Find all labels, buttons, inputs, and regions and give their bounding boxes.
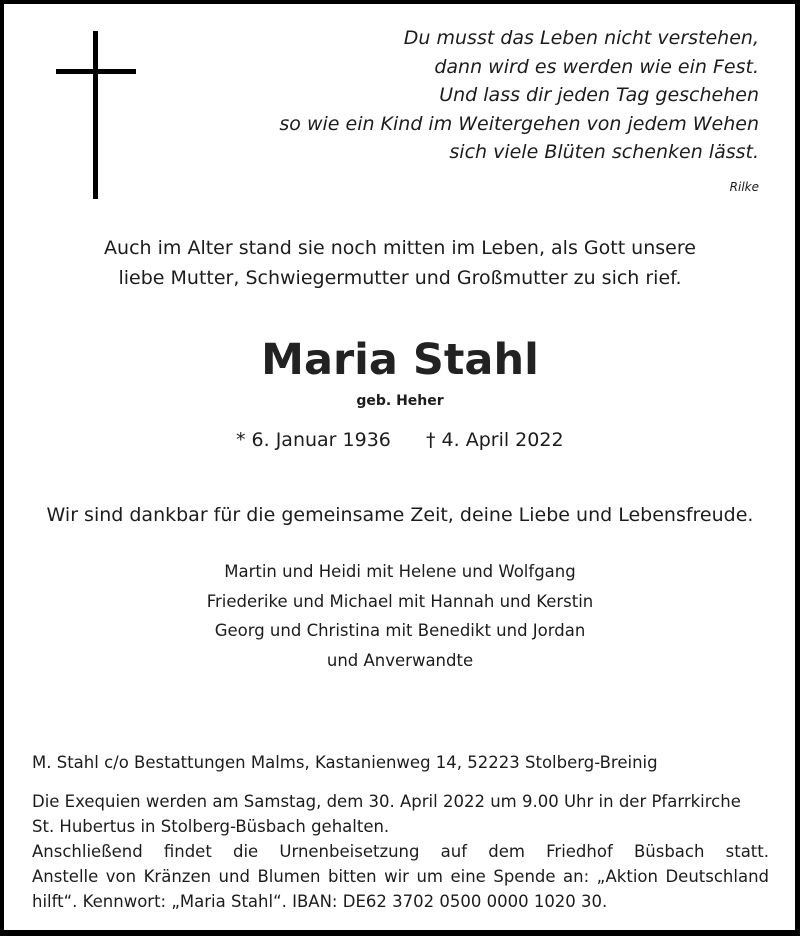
funeral-info-line: Anschließend findet die Urnenbeisetzung auf dem Friedhof Büsbach statt. (32, 842, 769, 861)
poem-line: Du musst das Leben nicht verstehen, (403, 27, 759, 49)
family-list (0, 557, 800, 675)
funeral-info-line: Die Exequien werden am Samstag, dem 30. April 2022 um 9.00 Uhr in der Pfarrkirche (32, 792, 741, 811)
funeral-info-line: St. Hubertus in Stolberg-Büsbach gehalten. (32, 817, 390, 836)
family-line: Martin und Heidi mit Helene und Wolfgang (224, 562, 576, 581)
poem-author: Rilke (729, 180, 759, 194)
intro-line: Auch im Alter stand sie noch mitten im Leben, als Gott unsere (104, 237, 696, 259)
deceased-name: Maria Stahl (261, 335, 539, 385)
maiden-name: geb. Heher (356, 393, 444, 409)
contact-address: M. Stahl c/o Bestattungen Malms, Kastanienweg 14, 52223 Stolberg-Breinig (32, 753, 658, 772)
birth-date: * 6. Januar 1936 (236, 429, 391, 451)
family-line: Friederike und Michael mit Hannah und Kerstin (206, 591, 594, 611)
funeral-info (32, 789, 769, 914)
family-line: und Anverwandte (326, 650, 474, 670)
funeral-info-line: Anstelle von Kränzen und Blumen bitten wir um eine Spende an: „Aktion Deutschland (32, 867, 769, 886)
death-date: † 4. April 2022 (426, 429, 564, 451)
cross-icon-vertical-bar (93, 31, 98, 199)
poem-line: dann wird es werden wie ein Fest. (434, 55, 759, 78)
poem-line: so wie ein Kind im Weitergehen von jedem Wehen (279, 112, 759, 135)
poem-line: Und lass dir jeden Tag geschehen (439, 84, 759, 106)
poem-line: sich viele Blüten schenken lässt. (449, 141, 759, 163)
funeral-info-line: hilft“. Kennwort: „Maria Stahl“. IBAN: DE62 3702 0500 0000 1020 30. (32, 892, 608, 911)
poem (239, 24, 759, 167)
cross-icon-horizontal-bar (56, 69, 136, 74)
intro-text (0, 233, 800, 293)
thanks-text: Wir sind dankbar für die gemeinsame Zeit, deine Liebe und Lebensfreude. (46, 504, 754, 526)
intro-line: liebe Mutter, Schwiegermutter und Großmutter zu sich rief. (118, 267, 682, 289)
family-line: Georg und Christina mit Benedikt und Jordan (214, 621, 586, 640)
